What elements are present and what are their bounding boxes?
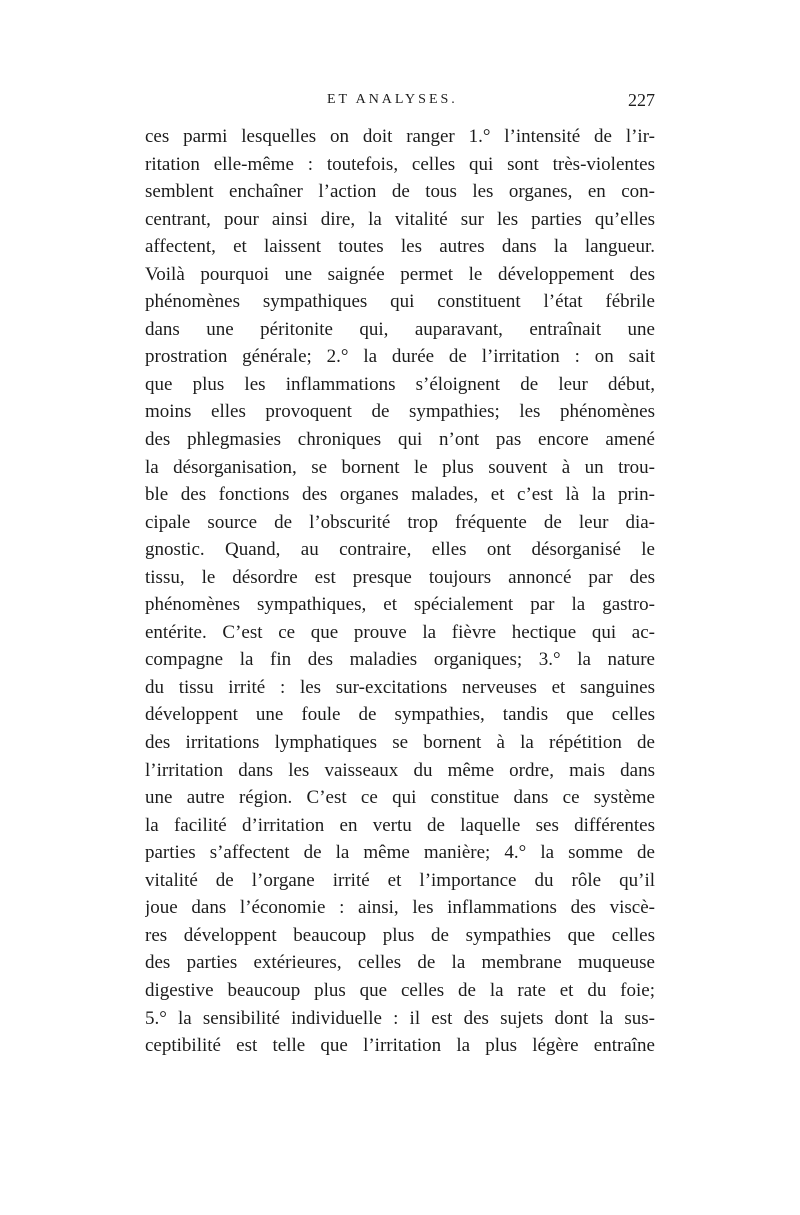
running-title: ET ANALYSES. bbox=[327, 92, 458, 107]
body-text bbox=[145, 123, 655, 1060]
text-line: que plus les inflammations s’éloignent de leur début, bbox=[145, 373, 655, 395]
text-line: centrant, pour ainsi dire, la vitalité sur les parties qu’elles bbox=[145, 208, 655, 230]
text-line: moins elles provoquent de sympathies; les phénomènes bbox=[145, 401, 655, 423]
text-line: vitalité de l’organe irrité et l’importance du rôle qu’il bbox=[145, 869, 655, 891]
text-line: Voilà pourquoi une saignée permet le développement des bbox=[145, 263, 655, 285]
page-number: 227 bbox=[628, 90, 655, 110]
text-line: digestive beaucoup plus que celles de la rate et du foie; bbox=[145, 979, 655, 1001]
text-line: la facilité d’irritation en vertu de laquelle ses différentes bbox=[145, 814, 655, 836]
text-line: entérite. C’est ce que prouve la fièvre hectique qui ac- bbox=[145, 621, 655, 643]
text-line: des irritations lymphatiques se bornent à la répétition de bbox=[145, 732, 655, 754]
text-line: 5.° la sensibilité individuelle : il est des sujets dont la sus- bbox=[145, 1007, 655, 1029]
text-line: phénomènes sympathiques qui constituent l’état fébrile bbox=[145, 291, 655, 313]
text-line: du tissu irrité : les sur-excitations nerveuses et sanguines bbox=[145, 676, 655, 698]
text-line: ritation elle-même : toutefois, celles qui sont très-violentes bbox=[145, 153, 655, 175]
text-line: la désorganisation, se bornent le plus souvent à un trou- bbox=[145, 456, 655, 478]
text-line: parties s’affectent de la même manière; 4.° la somme de bbox=[145, 842, 655, 864]
text-line: ble des fonctions des organes malades, et c’est là la prin- bbox=[145, 484, 655, 506]
text-line: dans une péritonite qui, auparavant, entraînait une bbox=[145, 318, 655, 340]
text-line: prostration générale; 2.° la durée de l’irritation : on sait bbox=[145, 346, 655, 368]
text-line: ceptibilité est telle que l’irritation la plus légère entraîne bbox=[145, 1035, 655, 1057]
text-line: gnostic. Quand, au contraire, elles ont désorganisé le bbox=[145, 539, 655, 561]
text-line: tissu, le désordre est presque toujours annoncé par des bbox=[145, 566, 655, 588]
text-line: des parties extérieures, celles de la membrane muqueuse bbox=[145, 952, 655, 974]
text-line: développent une foule de sympathies, tandis que celles bbox=[145, 704, 655, 726]
text-line: une autre région. C’est ce qui constitue dans ce système bbox=[145, 787, 655, 809]
text-line: l’irritation dans les vaisseaux du même ordre, mais dans bbox=[145, 759, 655, 781]
running-head bbox=[145, 92, 655, 120]
text-line: des phlegmasies chroniques qui n’ont pas encore amené bbox=[145, 429, 655, 451]
text-line: res développent beaucoup plus de sympathies que celles bbox=[145, 924, 655, 946]
text-line: ces parmi lesquelles on doit ranger 1.° l’intensité de l’ir- bbox=[145, 126, 655, 147]
text-line: cipale source de l’obscurité trop fréquente de leur dia- bbox=[145, 511, 655, 533]
text-line: phénomènes sympathiques, et spécialement par la gastro- bbox=[145, 594, 655, 616]
text-line: semblent enchaîner l’action de tous les organes, en con- bbox=[145, 181, 655, 203]
text-line: compagne la fin des maladies organiques; 3.° la nature bbox=[145, 649, 655, 671]
text-line: affectent, et laissent toutes les autres dans la langueur. bbox=[145, 236, 655, 258]
text-line: joue dans l’économie : ainsi, les inflammations des viscè- bbox=[145, 897, 655, 919]
